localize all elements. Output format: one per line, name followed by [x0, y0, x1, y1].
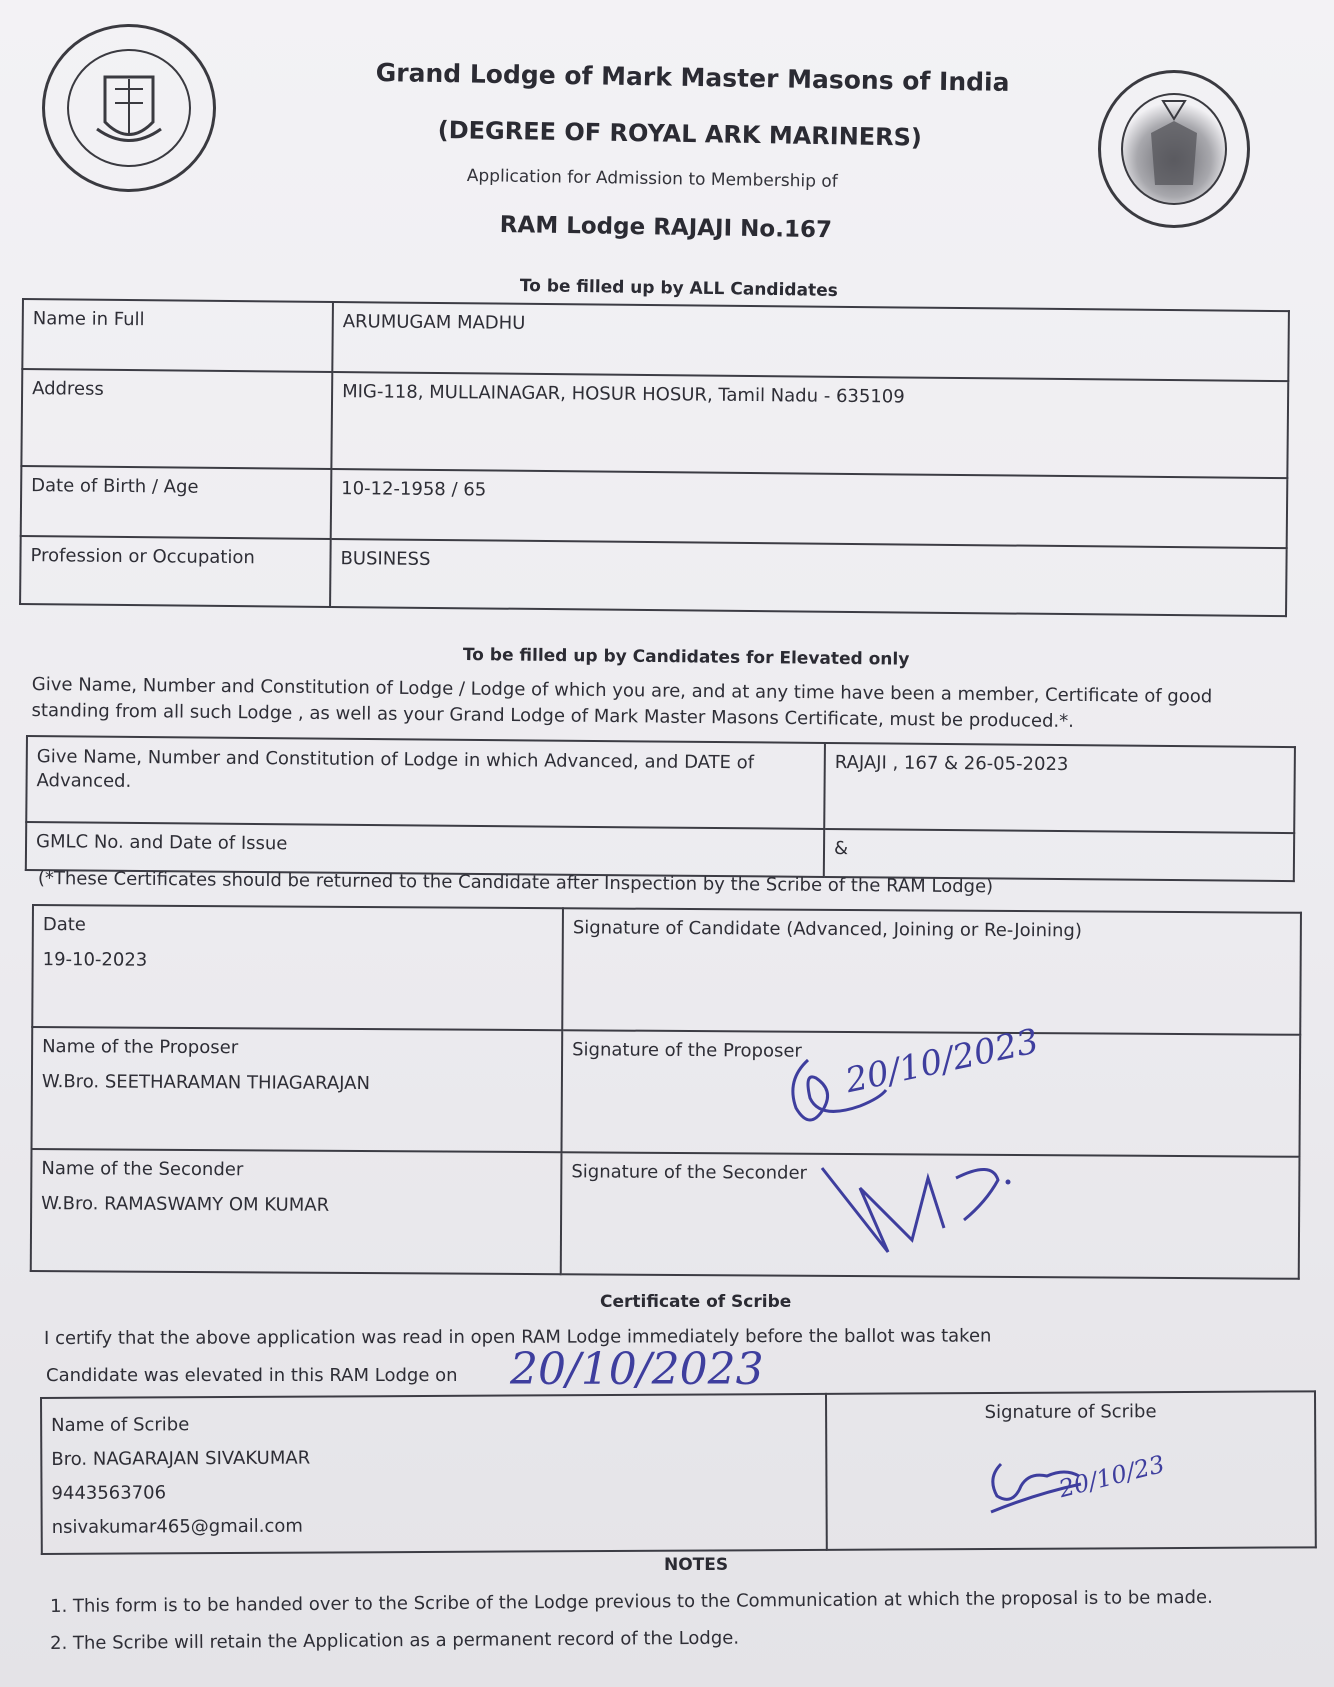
certify-line: I certify that the above application was read in open RAM Lodge immediately before the ballot was taken	[44, 1325, 992, 1349]
proposer-label: Name of the Proposer	[42, 1036, 239, 1059]
advanced-lodge-label: Give Name, Number and Constitution of Lodge in which Advanced, and DATE of Advanced.	[26, 736, 825, 829]
table-row	[31, 1149, 1300, 1279]
notes-heading: NOTES	[664, 1555, 729, 1575]
table-row	[32, 905, 1301, 1035]
scribe-name-label: Name of Scribe	[51, 1414, 190, 1436]
degree-title: (DEGREE OF ROYAL ARK MARINERS)	[437, 116, 923, 152]
elevated-table	[25, 735, 1296, 882]
date-label: Date	[42, 914, 86, 936]
dob-label: Date of Birth / Age	[21, 466, 332, 539]
ram-lodge-seal-icon	[1098, 70, 1250, 228]
advanced-lodge-value: RAJAJI , 167 & 26-05-2023	[824, 743, 1295, 833]
address-value: MIG-118, MULLAINAGAR, HOSUR HOSUR, Tamil Nadu - 635109	[331, 372, 1288, 478]
scribe-phone: 9443563706	[51, 1482, 167, 1504]
profession-label: Profession or Occupation	[20, 536, 331, 607]
note-item: 2. The Scribe will retain the Application as a permanent record of the Lodge.	[50, 1627, 740, 1654]
seconder-signature-label: Signature of the Seconder	[561, 1152, 1300, 1279]
certificates-footnote: (*These Certificates should be returned to the Candidate after Inspection by the Scribe of the RAM Lodge)	[37, 868, 994, 898]
elevated-line: Candidate was elevated in this RAM Lodge on	[46, 1365, 458, 1386]
scribe-email: nsivakumar465@gmail.com	[51, 1515, 303, 1538]
date-value: 19-10-2023	[42, 949, 148, 971]
application-line: Application for Admission to Membership of	[466, 166, 838, 192]
gmlc-value: &	[824, 829, 1294, 881]
name-label: Name in Full	[22, 299, 333, 372]
table-row	[22, 299, 1289, 381]
candidate-signature-label: Signature of Candidate (Advanced, Joining or Re-Joining)	[562, 908, 1301, 1035]
seconder-label: Name of the Seconder	[41, 1158, 244, 1181]
name-value: ARUMUGAM MADHU	[332, 302, 1289, 381]
seconder-value: W.Bro. RAMASWAMY OM KUMAR	[41, 1193, 330, 1216]
table-row	[21, 466, 1288, 548]
proposer-value: W.Bro. SEETHARAMAN THIAGARAJAN	[41, 1071, 371, 1095]
seconder-signature-icon	[816, 1158, 1016, 1258]
table-row	[21, 369, 1288, 478]
note-item: 1. This form is to be handed over to the Scribe of the Lodge previous to the Communication at which the proposal is to be made.	[50, 1586, 1213, 1617]
scribe-signature-date: 20/10/23	[1056, 1449, 1168, 1504]
candidate-details-table	[19, 298, 1290, 617]
elevated-instruction: Give Name, Number and Constitution of Lodge / Lodge of which you are, and at any time have been a member, Certificate of good standing from all such Lodge , as well as your Grand Lodge of Mark Master Masons Certificate, must be produced.*.	[31, 673, 1213, 732]
proposer-signature-label: Signature of the Proposer	[561, 1030, 1300, 1157]
dob-value: 10-12-1958 / 65	[331, 469, 1288, 548]
table-row	[32, 1027, 1301, 1157]
section-all-heading: To be filled up by ALL Candidates	[519, 276, 838, 301]
org-name: Grand Lodge of Mark Master Masons of India	[375, 58, 1010, 97]
gmlc-label: GMLC No. and Date of Issue	[26, 822, 824, 877]
proposer-signature-date: 20/10/2023	[842, 1021, 1043, 1102]
grand-lodge-seal-icon	[42, 24, 216, 192]
signatures-table	[30, 904, 1302, 1280]
scribe-name-value: Bro. NAGARAJAN SIVAKUMAR	[51, 1447, 311, 1470]
address-label: Address	[21, 369, 332, 469]
lodge-name: RAM Lodge RAJAJI No.167	[499, 212, 833, 244]
profession-value: BUSINESS	[330, 539, 1287, 616]
table-row	[20, 536, 1287, 616]
scribe-signature-label: Signature of Scribe	[826, 1391, 1316, 1550]
scribe-heading: Certificate of Scribe	[600, 1292, 792, 1312]
elevated-date: 20/10/2023	[510, 1344, 764, 1395]
section-elevated-heading: To be filled up by Candidates for Elevated only	[462, 645, 910, 670]
table-row	[26, 736, 1295, 833]
